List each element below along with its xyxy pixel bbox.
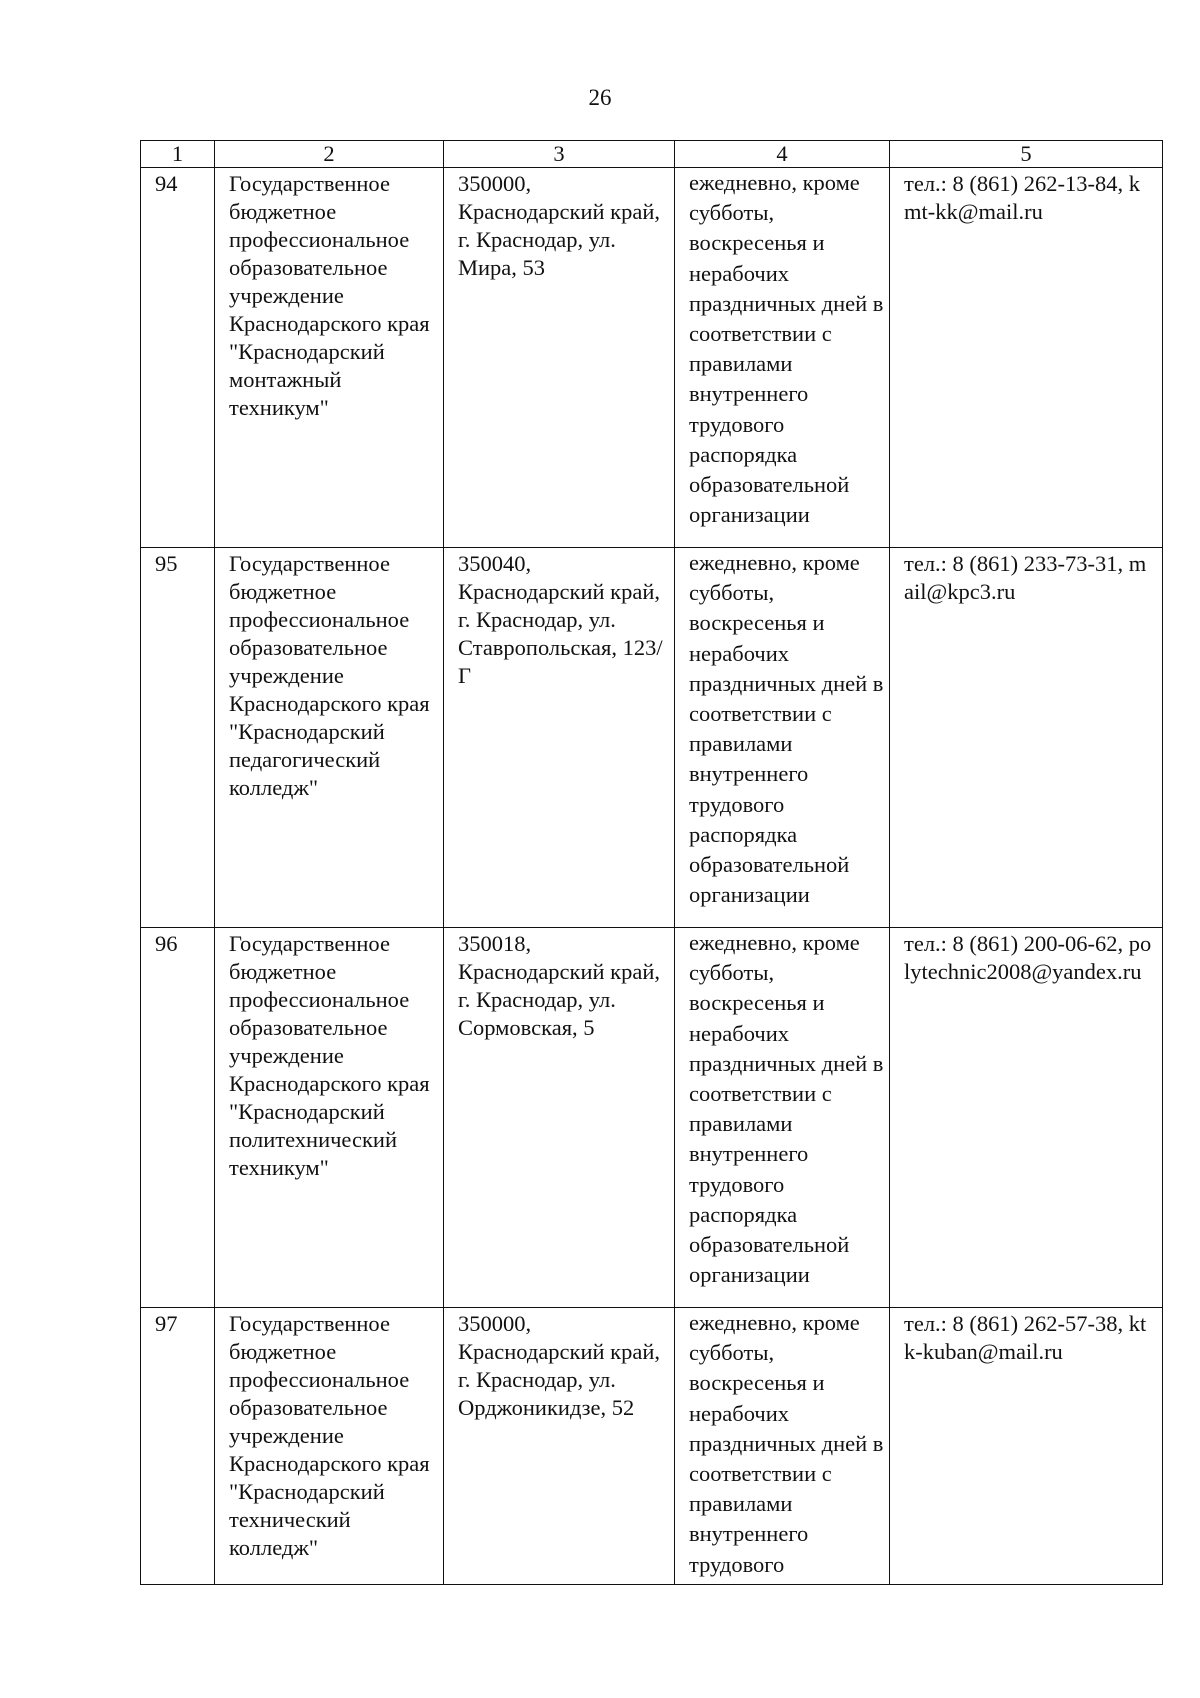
institution-address: 350018, Краснодарский край, г. Краснодар, ул. Сормовская, 5 xyxy=(444,928,675,1308)
institution-address: 350000, Краснодарский край, г. Краснодар, ул. Орджоникидзе, 52 xyxy=(444,1308,675,1585)
institution-name: Государственное бюджетное профессиональное образовательное учреждение Краснодарского края "Краснодарский технический колледж" xyxy=(215,1308,444,1585)
table-row xyxy=(141,548,1163,928)
column-header-3: 3 xyxy=(444,141,675,168)
column-header-1: 1 xyxy=(141,141,215,168)
table-row xyxy=(141,928,1163,1308)
institution-address: 350000, Краснодарский край, г. Краснодар, ул. Мира, 53 xyxy=(444,168,675,548)
page-number: 26 xyxy=(588,85,612,110)
institution-name: Государственное бюджетное профессиональное образовательное учреждение Краснодарского края "Краснодарский монтажный техникум" xyxy=(215,168,444,548)
table-header-row xyxy=(141,141,1163,168)
contact-info: тел.: 8 (861) 200-06-62, polytechnic2008@yandex.ru xyxy=(890,928,1163,1308)
institution-name: Государственное бюджетное профессиональное образовательное учреждение Краснодарского края "Краснодарский педагогический колледж" xyxy=(215,548,444,928)
column-header-4: 4 xyxy=(675,141,890,168)
table-row xyxy=(141,1308,1163,1585)
working-schedule: ежедневно, кроме субботы, воскресенья и нерабочих праздничных дней в соответствии с правилами внутреннего трудового распорядка образовательной организации xyxy=(675,928,890,1308)
row-number: 97 xyxy=(141,1308,215,1585)
row-number: 96 xyxy=(141,928,215,1308)
institution-address: 350040, Краснодарский край, г. Краснодар, ул. Ставропольская, 123/Г xyxy=(444,548,675,928)
column-header-2: 2 xyxy=(215,141,444,168)
working-schedule: ежедневно, кроме субботы, воскресенья и нерабочих праздничных дней в соответствии с правилами внутреннего трудового распорядка образовательной организации xyxy=(675,548,890,928)
working-schedule: ежедневно, кроме субботы, воскресенья и нерабочих праздничных дней в соответствии с правилами внутреннего трудового xyxy=(675,1308,890,1585)
column-header-5: 5 xyxy=(890,141,1163,168)
contact-info: тел.: 8 (861) 262-57-38, ktk-kuban@mail.ru xyxy=(890,1308,1163,1585)
row-number: 94 xyxy=(141,168,215,548)
institution-name: Государственное бюджетное профессиональное образовательное учреждение Краснодарского края "Краснодарский политехнический техникум" xyxy=(215,928,444,1308)
institutions-table xyxy=(140,140,1163,1585)
table-row xyxy=(141,168,1163,548)
row-number: 95 xyxy=(141,548,215,928)
working-schedule: ежедневно, кроме субботы, воскресенья и нерабочих праздничных дней в соответствии с правилами внутреннего трудового распорядка образовательной организации xyxy=(675,168,890,548)
contact-info: тел.: 8 (861) 262-13-84, kmt-kk@mail.ru xyxy=(890,168,1163,548)
contact-info: тел.: 8 (861) 233-73-31, mail@kpc3.ru xyxy=(890,548,1163,928)
